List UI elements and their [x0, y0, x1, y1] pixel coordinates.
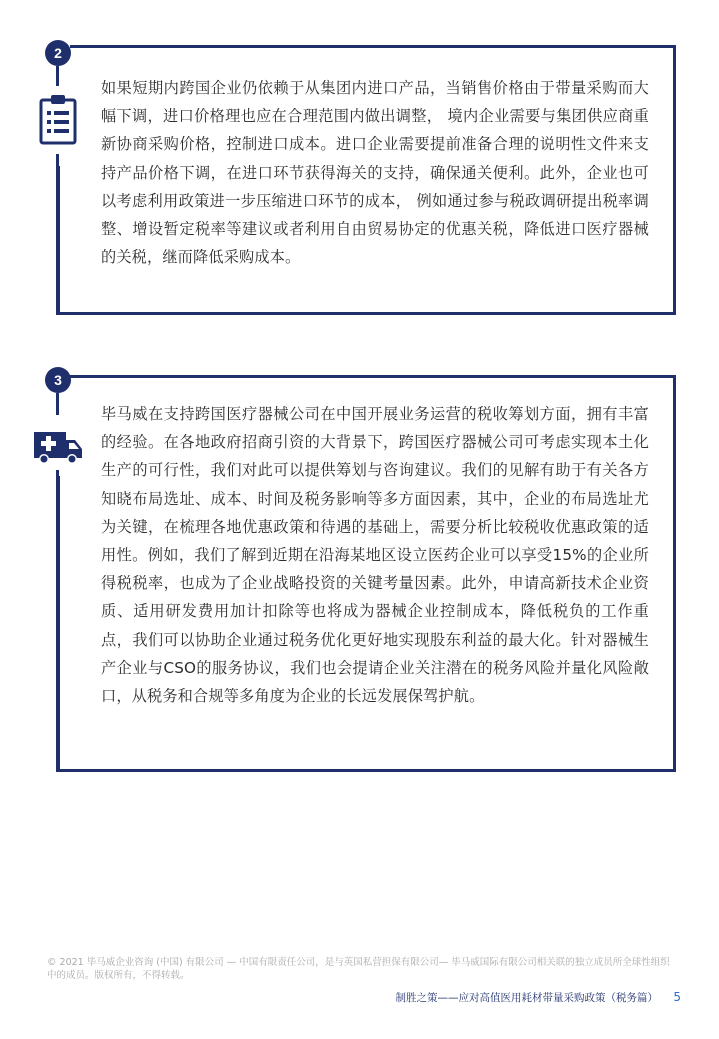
copyright-notice: © 2021 毕马威企业咨询 (中国) 有限公司 — 中国有限责任公司，是与英国私营担保有限公司— 毕马威国际有限公司相关联的独立成员所全球性组织中的成员。版权所有，不得转载。: [47, 957, 670, 981]
clipboard-list-icon: [38, 93, 78, 145]
section-3-number-badge: 3: [45, 367, 71, 393]
footer-title: 制胜之策——应对高值医用耗材带量采购政策（税务篇）: [395, 992, 659, 1004]
section-2-paragraph: 如果短期内跨国企业仍依赖于从集团内进口产品，当销售价格由于带量采购而大幅下调，进口价格理也应在合理范围内做出调整， 境内企业需要与集团供应商重新协商采购价格，控制进口成本。进口企业需要提前准备合理的说明性文件来支持产品价格下调，在进口环节获得海关的支持，确保通关便利。此外，企业也可以考虑利用政策进一步压缩进口环节的成本， 例如通过参与税政调研提出税率调整、增设暂定税率等建议或者利用自由贸易协定的优惠关税，降低进口医疗器械的关税，继而降低采购成本。: [101, 79, 649, 267]
section-3-connector: [56, 393, 59, 415]
section-2-left-border: [56, 154, 59, 315]
section-2-connector: [56, 66, 59, 86]
page-number: 5: [673, 990, 681, 1004]
page-footer: [396, 990, 681, 1005]
section-2-number-badge: 2: [45, 40, 71, 66]
section-3-paragraph: 毕马威在支持跨国医疗器械公司在中国开展业务运营的税收筹划方面，拥有丰富的经验。在各地政府招商引资的大背景下，跨国医疗器械公司可考虑实现本土化生产的可行性，我们对此可以提供筹划与咨询建议。我们的见解有助于有关各方知晓布局选址、成本、时间及税务影响等多方面因素，其中，企业的布局选址尤为关键，在梳理各地优惠政策和待遇的基础上，需要分析比较税收优惠政策的适用性。例如，我们了解到近期在沿海某地区设立医药企业可以享受15%的企业所得税税率，也成为了企业战略投资的关键考量因素。此外，申请高新技术企业资质、适用研发费用加计扣除等也将成为器械企业控制成本，降低税负的工作重点，我们可以协助企业通过税务优化更好地实现股东利益的最大化。针对器械生产企业与CSO的服务协议，我们也会提请企业关注潜在的税务风险并量化风险敞口，从税务和合规等多角度为企业的长远发展保驾护航。: [101, 405, 649, 706]
ambulance-icon: [32, 428, 84, 466]
section-3-left-border: [56, 470, 59, 772]
